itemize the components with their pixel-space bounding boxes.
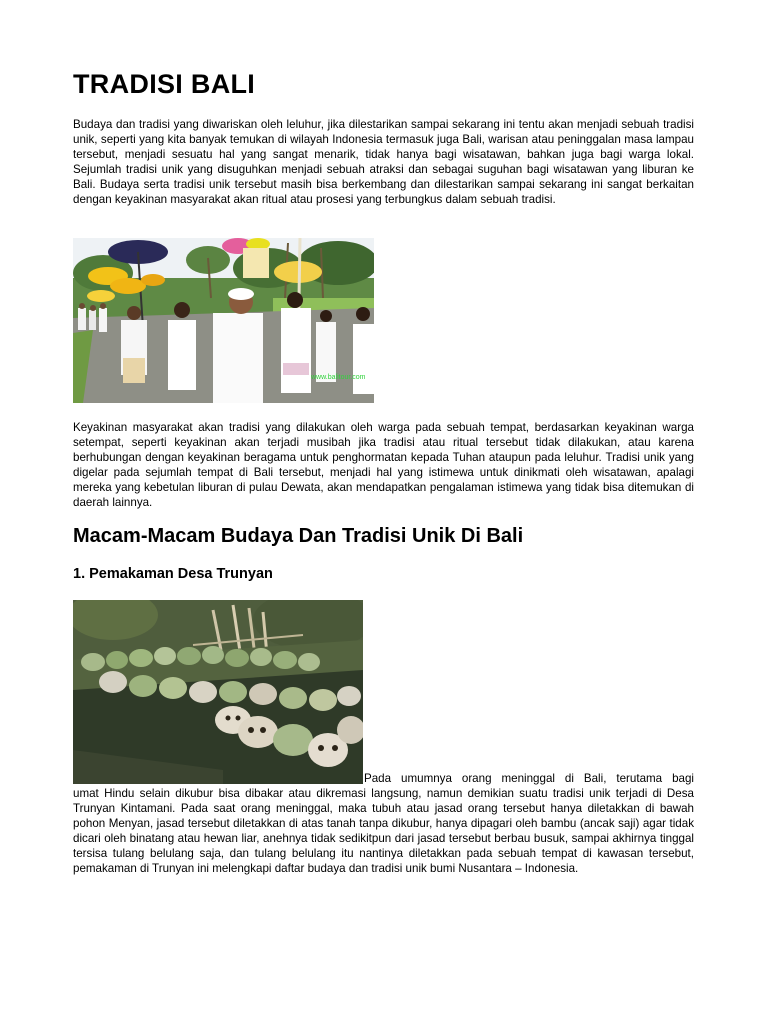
belief-paragraph: Keyakinan masyarakat akan tradisi yang dilakukan oleh warga pada sebuah tempat, berdasarkan keyakinan warga setempat, seperti keyakinan akan terjadi musibah jika tradisi atau ritual tersebut tidak dilakukan, atau karena berhubungan dengan keyakinan beragama untuk penghormatan kepada Tuhan ataupun pada leluhur. Tradisi unik yang digelar pada sejumlah tempat di Bali tersebut, menjadi hal yang istimewa untuk dinikmati oleh wisatawan, apalagi mereka yang kebetulan liburan di pulau Dewata, akan mendapatkan pengalaman istimewa yang tidak bisa ditemukan di daerah lainnya. [73,421,694,510]
intro-paragraph: Budaya dan tradisi yang diwariskan oleh leluhur, jika dilestarikan sampai sekarang ini tentu akan menjadi sebuah tradisi unik, seperti yang kita banyak temukan di wilayah Indonesia termasuk juga Bali, warisan atau peninggalan masa lampau tersebut, menjadi sesuatu hal yang sangat menarik, tidak hanya bagi wisatawan, bahkan juga bagi warga lokal. Sejumlah tradisi unik yang disuguhkan menjadi sebuah atraksi dan sebagai suguhan bagi wisatawan yang liburan ke Bali. Budaya serta tradisi unik tersebut masih bisa berkembang dan dilestarikan sampai sekarang ini sangat berkaitan dengan keyakinan masyarakat akan ritual atau prosesi yang terbungkus dalam sebuah tradisi. [73,118,694,207]
section-heading: Macam-Macam Budaya Dan Tradisi Unik Di Bali [73,525,524,547]
document-title: TRADISI BALI [73,69,256,99]
trunyan-paragraph-first-line: Pada umumnya orang meninggal di Bali, terutama bagi [364,772,694,785]
bali-procession-photo [73,238,374,403]
photo-watermark: www.balitour.com [311,374,366,381]
trunyan-paragraph: umat Hindu selain dikubur bisa dibakar atau dikremasi langsung, namun demikian suatu tradisi unik terjadi di Desa Trunyan Kintamani. Pada saat orang meninggal, maka tubuh atau jasad orang tersebut hanya diletakkan di bawah pohon Menyan, jasad tersebut diletakkan di atas tanah tanpa dikubur, hanya dipagari oleh bambu (ancak saji) agar tidak dicari oleh binatang atau hewan liar, anehnya tidak sedikitpun dari jasad tersebut berbau busuk, sampai akhirnya tinggal tersisa tulang belulang saja, dan tulang belulang itu nantinya diletakkan pada sebuah tempat di kawasan tersebut, pemakaman di Trunyan ini melengkapi daftar budaya dan tradisi unik bumi Nusantara – Indonesia. [73,787,694,876]
subsection-heading: 1. Pemakaman Desa Trunyan [73,566,273,582]
trunyan-skulls-photo [73,600,363,784]
